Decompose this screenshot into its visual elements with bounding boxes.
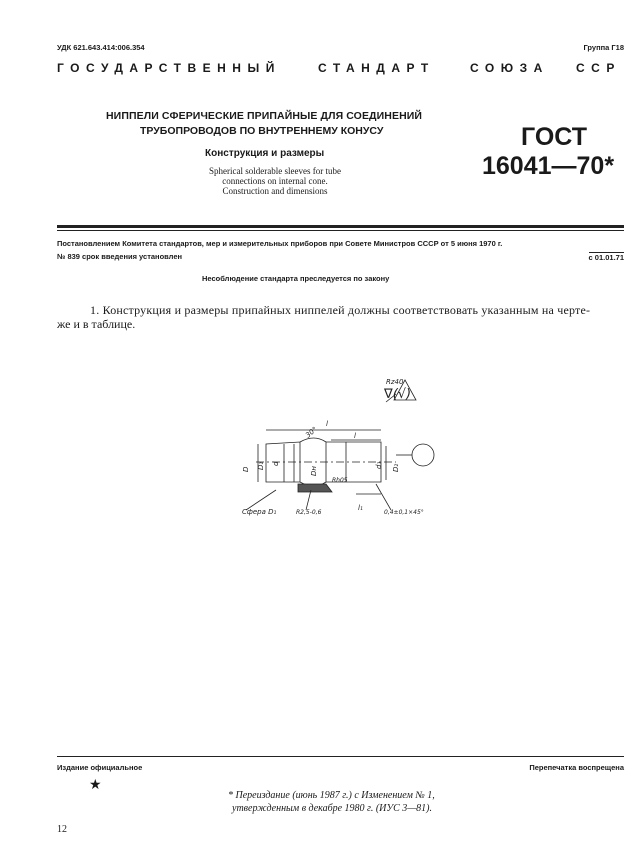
dim-l-outer-label: l <box>326 420 328 428</box>
header-word-state: ГОСУДАРСТВЕННЫЙ <box>57 61 281 75</box>
d-label: D <box>242 466 250 472</box>
circle-symbol <box>412 444 434 466</box>
official-edition: Издание официальное <box>57 763 143 772</box>
angle-label: 30° <box>304 425 319 440</box>
sphere-label: Сфера D₁ <box>242 508 277 516</box>
reissue-note-line-2: утвержденным в декабре 1980 г. (ИУС 3—81). <box>232 803 432 814</box>
enforcement-note: Несоблюдение стандарта преследуется по закону <box>202 274 390 283</box>
group-code: Группа Г18 <box>583 43 624 52</box>
d1-small-label: d₁ <box>375 461 383 469</box>
r-label: Rh05 <box>332 477 348 484</box>
roughness-symbol: ∇(√) <box>384 387 412 402</box>
header-word-ussr: ССР <box>576 61 621 75</box>
page-number: 12 <box>57 824 67 835</box>
dim-l-inner-label: l <box>354 432 356 440</box>
english-title-line: Construction and dimensions <box>222 186 328 196</box>
english-title-line: Spherical solderable sleeves for tube <box>209 166 341 176</box>
reissue-note-line-1: * Переиздание (июнь 1987 г.) с Изменением № 1, <box>228 790 435 801</box>
header-word-union: СОЮЗА <box>470 61 549 75</box>
roughness-label: Rz40 <box>386 378 404 386</box>
udk-code: УДК 621.643.414:006.354 <box>57 43 145 52</box>
dn-label: Dн <box>310 466 318 476</box>
dim-l1-label: l₁ <box>358 504 363 512</box>
english-title-line: connections on internal cone. <box>222 176 328 186</box>
header-word-standard: СТАНДАРТ <box>318 61 435 75</box>
chamfer-label: 0,4±0,1×45° <box>384 509 424 516</box>
nipple-drawing <box>236 372 446 522</box>
title-line-2: ТРУБОПРОВОДОВ ПО ВНУТРЕННЕМУ КОНУСУ <box>140 125 384 137</box>
divider-thick <box>57 225 624 228</box>
decree-line-1: Постановлением Комитета стандартов, мер и измерительных приборов при Совете Министров СССР от 5 июня 1970 г. <box>57 239 503 248</box>
decree-date: с 01.01.71 <box>588 253 624 262</box>
paragraph-line-1: 1. Конструкция и размеры припайных ниппелей должны соответствовать указанным на черте- <box>90 303 591 317</box>
english-title <box>185 166 365 196</box>
star-icon: ★ <box>89 776 102 792</box>
d1-label: D₁ <box>257 461 265 470</box>
reprint-prohibited: Перепечатка воспрещена <box>529 763 624 772</box>
d-small-label: d <box>272 461 280 466</box>
hatched-section <box>298 484 332 492</box>
radius-leader <box>306 490 311 510</box>
decree-line-2: № 839 срок введения установлен <box>57 252 183 261</box>
paragraph-line-2: же и в таблице. <box>57 317 136 331</box>
d2-label: D₂ <box>392 463 400 472</box>
divider-thin <box>57 230 624 231</box>
sphere-leader <box>246 490 276 510</box>
title-line-1: НИППЕЛИ СФЕРИЧЕСКИЕ ПРИПАЙНЫЕ ДЛЯ СОЕДИНЕНИЙ <box>106 110 423 122</box>
subtitle: Конструкция и размеры <box>205 148 325 159</box>
chamfer-leader <box>376 484 391 510</box>
gost-number: 16041—70* <box>482 152 615 180</box>
footer-divider <box>57 756 624 757</box>
gost-label: ГОСТ <box>521 123 587 151</box>
radius-label: R2,5-0,6 <box>296 509 322 516</box>
